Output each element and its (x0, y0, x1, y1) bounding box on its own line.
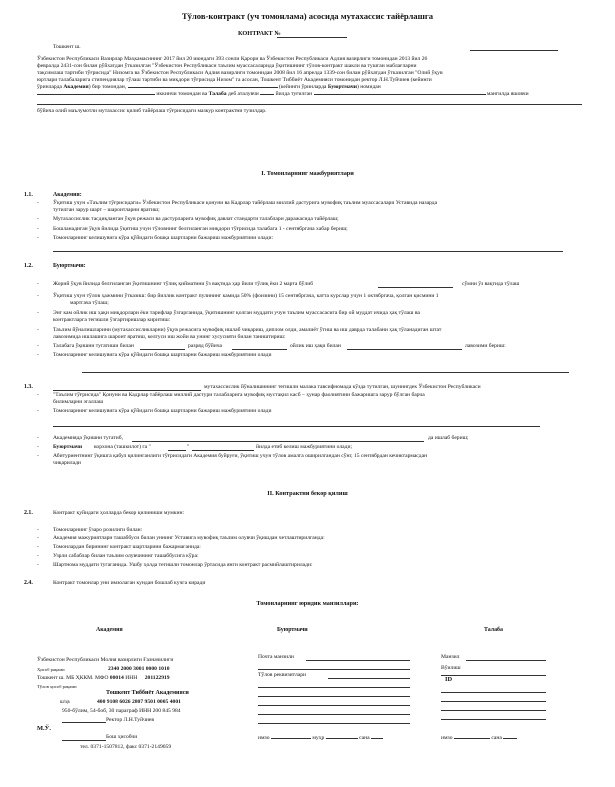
intro-blank (128, 87, 278, 88)
intro-text: иккинчи томондан ва (156, 91, 208, 97)
intro-text: (кейинги ўринларда (278, 84, 327, 90)
intro-blank (260, 94, 274, 95)
section-1-title: I. Томонларнинг мажбуриятлари (261, 170, 354, 177)
s11-number: 1.1. (24, 192, 33, 198)
blank-line (140, 349, 185, 350)
blank-line (378, 287, 453, 288)
bullet: - (37, 327, 39, 333)
s2-item: Томонларнинг ўзаро розилиги билан: (53, 527, 143, 533)
section-2-title: II. Контрактни бекор қилиш (267, 490, 348, 497)
student-id-label: ID (445, 676, 453, 683)
s2-item: Узрли сабаблар билан таълим олувчининг ташаббусига кўра: (53, 553, 199, 559)
intro-text: мангилда яшовчи (486, 91, 529, 97)
s11-item: Мутахассислик тасдиқланган ўқув режаси ва дастурларига мувофиқ давлат стандарти талаблари даражасида тайёрлаш; (53, 216, 339, 222)
intro-text: ўринларда (37, 84, 62, 90)
bullet: - (37, 544, 39, 550)
customer-req-line (258, 723, 410, 724)
customer-address-line (258, 669, 410, 670)
student-line (441, 719, 546, 720)
academy-account-label: Ҳисоб рақами (37, 667, 65, 672)
bullet: - (37, 408, 39, 414)
sign-label: имзо (258, 735, 270, 741)
academy-account-value: 2340 2000 3001 0000 1010 (108, 666, 170, 672)
student-line (441, 675, 546, 676)
blank-line (53, 251, 563, 252)
s12-item: сўмни ўз вақтида тўлаш (462, 281, 520, 287)
s12-item: разряд бўйича (188, 343, 223, 349)
intro-line-7: бўйича олий маълумотли мутахассис қилиб тайёрлаш тўғрисидаги мазкур контрактни тузилдар. (37, 108, 267, 114)
bullet: - (37, 453, 39, 459)
customer-address-line (306, 660, 410, 661)
academy-pay-label: Тўлов ҳисоб рақами (37, 684, 77, 689)
s12-label: Буюртмачи: (53, 263, 86, 269)
bullet: - (37, 562, 39, 568)
customer-req-line (258, 696, 410, 697)
intro-line-1: Ўзбекистон Республикаси Вазирлар Маҳкамасининг 2017 йил 20 июндаги 393 сонли Қарори ва Ўзбекистон Республикаси Адлия вазирлиги томонидан 2013 йил 26 (37, 56, 428, 62)
date-line (503, 738, 517, 739)
academy-sh-value: 400 9108 6026 2807 9501 0005 4001 (97, 699, 181, 705)
column-student: Талаба (484, 627, 503, 633)
student-region-label: Вўилиш (441, 665, 461, 671)
s12-item: мартгача тўлаш; (70, 300, 109, 306)
mfo-value: 00014 (109, 675, 124, 681)
s12-item: Энг кам ойлик иш ҳақи миқдорлари ёки тарифлар ўзгарганида, ўқитишнинг қолган муддати учун таълим муассасасига бир ой муддат ичида ҳақ тўлаш ва (53, 310, 420, 316)
s13-line: билимларни эгаллаш (53, 399, 104, 405)
bullet: - (37, 352, 39, 358)
intro-text: йилда туғилган (275, 91, 313, 97)
inn-value: 201122919 (144, 675, 170, 681)
column-customer: Буюртмачи (277, 627, 308, 633)
s12-item: ойлик иш ҳақи билан (290, 343, 341, 349)
s12-item: Таълим йўналишларини (мутахассисликларни) ўқув режасига мувофиқ ишлаб чиқариш, диплом олди, амалиёт ўтиш ва иш даврда талабани ҳақ тўланадиган штат (53, 327, 442, 333)
contract-number-label: КОНТРАКТ № (238, 30, 281, 37)
student-line (441, 692, 546, 693)
sign-label: имзо (441, 735, 453, 741)
s13-line: Академияда ўқишни тугатиб, (53, 435, 124, 441)
bullet: - (37, 553, 39, 559)
student-address-line (466, 660, 546, 661)
contract-title: Тўлов-контракт (уч томонлама) асосида мутахассис тайёрлашга (181, 11, 434, 21)
intro-text: ) номидан (356, 84, 381, 90)
date-line (470, 50, 558, 51)
stamp-line (326, 738, 358, 739)
s12-item: Жорий ўқув йилида белгиланган ўқитишнинг тўлиқ қийматини ўз вақтида ҳар йили тўлиқ ёки 2 марта бўлиб (53, 281, 314, 287)
customer-req-line (328, 678, 410, 679)
academy-sh-label: ш/ҳв (60, 700, 70, 705)
intro-blank-line (37, 104, 582, 105)
academy-accountant: Бош ҳисобчи (106, 734, 138, 740)
customer-req-line (258, 705, 410, 706)
student-term: Талаба (208, 91, 227, 97)
date-label: сана (491, 735, 502, 741)
academy-stamp: М.Ў. (37, 725, 51, 732)
blank-line (132, 441, 424, 442)
s13-line: Томонларнинг келишувига кўра қўйидаги бошқа шартларни бажариш мажбуриятини олади (53, 408, 272, 414)
s13-line: йилда етиб келиш мажбуриятини олади; (256, 444, 353, 450)
s12-number: 1.2. (24, 263, 33, 269)
academy-mfo-line (37, 675, 170, 682)
academy-term: Академия (63, 84, 89, 90)
s13-line: " (187, 444, 190, 450)
student-line (441, 701, 546, 702)
customer-req-line (258, 687, 410, 688)
intro-text: ) бир томондан, (88, 84, 127, 90)
blank-line (168, 450, 186, 451)
s11-item: Бошланадиган ўқув йилида ўқитиш учун тўловнинг белгиланган миқдори тўғрисида талабага 1 - сентябргача хабар бериш; (53, 226, 348, 232)
blank-line (192, 450, 254, 451)
s13-line: чиқарилади (53, 460, 81, 466)
s12-item: контрактларга тегишли ўзгартиришлар киритиш: (53, 317, 171, 323)
academy-bank: Ўзбекистон Республикаси Молия вазирлиги Ғазначилиги (37, 657, 174, 663)
column-academy: Академия (96, 627, 123, 633)
sign-line (271, 738, 311, 739)
s21-number: 2.1. (24, 510, 33, 516)
signature-line (62, 722, 106, 723)
section-3-title: Томонларнинг юридик манзиллари: (256, 600, 359, 607)
signature-line (62, 740, 106, 741)
bullet: - (37, 200, 39, 206)
bullet: - (37, 535, 39, 541)
s12-item: Талабага ўқишни тугатиши билан (53, 343, 134, 349)
inn-label: ИНН (125, 675, 138, 681)
bullet: - (37, 281, 39, 287)
date-line (371, 738, 383, 739)
contract-number-line (277, 37, 347, 38)
blank-line (347, 349, 462, 350)
intro-line-2: февралда 2431-сон билан рўйхатдан ўтказилган "Ўзбекистон Республикаси таълим муассасаларида ўқитишнинг тўлов-контракт шакли ва тушган маблағларни (37, 63, 417, 69)
intro-blank (37, 94, 155, 95)
bullet: - (37, 444, 39, 450)
stamp-label: муҳр (312, 735, 325, 741)
s13-number: 1.3. (24, 384, 33, 390)
academy-name: Тошкент Тиббиёт Академияси (106, 690, 189, 696)
s11-item: Томонларнинг келишувига кўра қўйидаги бошқа шартларни бажариш мажбуриятини олади: (53, 235, 274, 241)
s13-line: корхона (ташкилот) га " (94, 444, 151, 450)
student-line (441, 710, 546, 711)
intro-blank (314, 94, 486, 95)
academy-rector: Ректор Л.Н.Туйчиев (106, 717, 155, 723)
customer-req-line (258, 714, 410, 715)
bullet: - (37, 310, 39, 316)
s2-item: Академия мажуриятлари ташаббуси билан уннинг Уставига мувофиқ таълим олувчи ўқишдан четлаштирилганда: (53, 535, 325, 541)
s2-item: Шартнома муддати тугаганида. Ушбу ҳолда тегишли томонлар ўртасида янги контракт расмийлаштирилади: (53, 562, 313, 568)
s12-item: лавозими бериш: (465, 343, 506, 349)
academy-phone: тел. 0371-1507812, факс 0371-2149059 (80, 744, 172, 750)
mfo-label: Тошкент ш. МБ ҲККМ. МФО (37, 675, 109, 681)
s13-line: мутахассислик йўналишининг тегишли малака тавсифномада кўзда тутилган, шунингдек Ўзбекистон Республикаси (204, 384, 481, 390)
intro-text: деб аталувчи (227, 91, 259, 97)
s13-line: Абитуриентнинг ўқишга қабул қилинганлиги тўғрисидаги Академия буйруғи, ўқитиш учун тўлов амалга оширилгандан сўнг, 15 сентябрдан кечиктармасдан (53, 453, 428, 459)
city-label: Тошкент ш. (53, 44, 81, 50)
sign-line (454, 738, 490, 739)
blank-line (232, 349, 287, 350)
intro-line-4: юртлари талабаларига стипендиялар тўлаш тартиби ва миқдори тўғрисида Низом" га асосан, Тошкент Тиббиёт Академияси томонидан ректор Л.Н.Туйчиев (кейинги (37, 77, 432, 83)
academy-mfo2: 950-бўлим, 54-боб, 30 параграф ИНН 200 845 984 (62, 708, 181, 714)
s21-line: Контракт қуйидаги ҳолларда бекор қилиниши мумкин: (53, 510, 184, 516)
intro-line-3: тақсимлаш тартиби тўғрисида" Низомга ва Ўзбекистон Республикаси Адлия вазирлиги томонидан 2008 йил 16 апрелда 1339-сон билан рўйхатдан ўтказилган "Олий ўқув (37, 70, 443, 76)
intro-line-5 (37, 84, 381, 91)
bullet: - (37, 392, 39, 398)
s13-customer-label: Буюртмачи (53, 444, 83, 450)
customer-signature-row (258, 735, 383, 742)
blank-line (82, 372, 569, 373)
intro-line-6 (37, 91, 529, 98)
s11-label: Академия: (53, 192, 82, 198)
s11-item: Ўқитиш учун «Таълим тўғрисидаги» Ўзбекистон Республикаси қонуни ва Кадрлар тайёрлаш миллий дастурига мувофиқ таълим муассасалари Уставида назарда (53, 200, 438, 206)
s12-item: Ўқитиш учун тўлов ҳажмини ўтказиш: бир йиллик контракт пулининг камида 50% (фоизини) 15 сентябргача, катта курслар учун 1 октябргача, қолган қисмини 1 (53, 293, 439, 299)
bullet: - (37, 216, 39, 222)
bullet: - (37, 235, 39, 241)
customer-term: Буюртмачи (327, 84, 357, 90)
s13-line: да ишлаб бериш; (428, 435, 469, 441)
s2-item: Томонлардан бирининг контракт шартларини бажармаганида: (53, 544, 201, 550)
s24-number: 2.4. (24, 580, 33, 586)
student-address-label: Манзил (441, 654, 460, 660)
blank-line (53, 390, 201, 391)
date-label: сана (359, 735, 370, 741)
bullet: - (37, 435, 39, 441)
bullet: - (37, 226, 39, 232)
customer-address-label: Почта манзили (258, 654, 294, 660)
s12-item: Томонларнинг келишувига кўра қўйидаги бошқа шартларни бажариш мажбуриятини олади (53, 352, 272, 358)
bullet: - (37, 343, 39, 349)
s13-line: "Таълим тўғрисида" Қонуни ва Кадрлар тайёрлаш миллий дастури талабларига мувофиқ мустақил касб – ҳунар фаолиятини бажаришга зарур бўлган барча (53, 392, 425, 398)
bullet: - (37, 293, 39, 299)
student-signature-row (441, 735, 517, 742)
customer-req-label: Тўлов реквизитлари (258, 672, 307, 678)
bullet: - (37, 527, 39, 533)
blank-line (53, 426, 540, 427)
s12-item: лавозимида ишлашига шароит яратиш, келгуси иш жойи ва унинг хусусияти билан таништириш: (53, 334, 286, 340)
s11-item: тутилган зарур шарт – шароитларни яратиш; (53, 207, 160, 213)
s24-line: Контракт томонлар уни имзолаган кундан бошлаб кучга киради (53, 580, 206, 586)
